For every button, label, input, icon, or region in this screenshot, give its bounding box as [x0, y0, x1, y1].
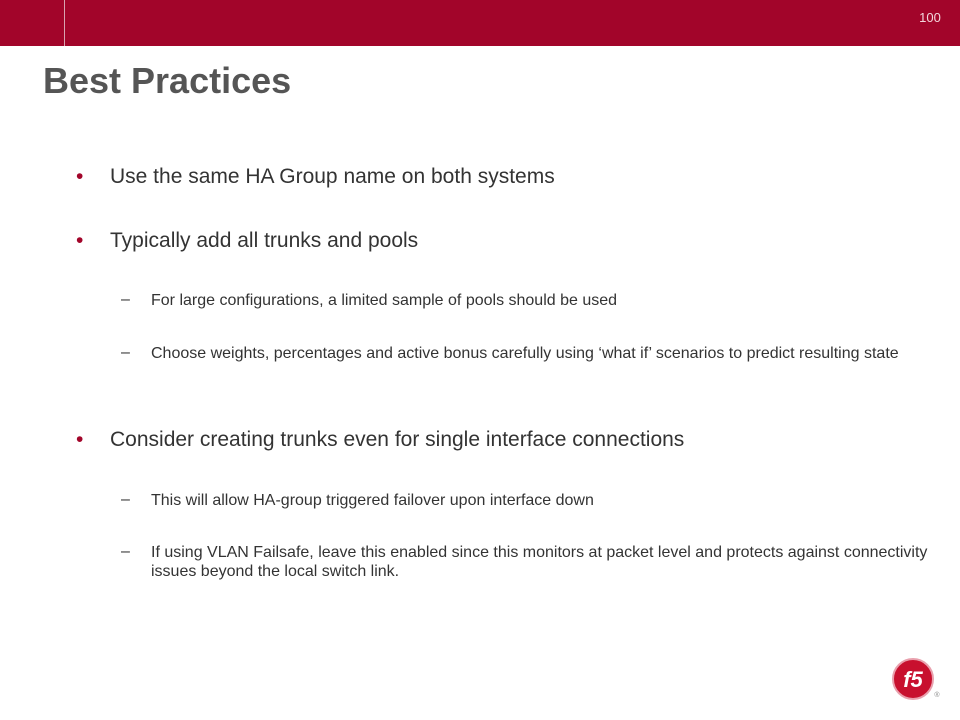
bullet-text: Consider creating trunks even for single interface connections — [110, 428, 685, 451]
page-number: 100 — [919, 10, 941, 25]
sub-bullet-text: If using VLAN Failsafe, leave this enabled since this monitors at packet level and protects against connectivity issues beyond the local switch link. — [151, 544, 928, 580]
bullet-text: Typically add all trunks and pools — [110, 229, 419, 252]
slide-title: Best Practices — [43, 60, 292, 101]
bullet-marker: • — [76, 229, 84, 252]
dash-marker: – — [121, 344, 130, 361]
sub-bullet-text: This will allow HA-group triggered failover upon interface down — [151, 492, 594, 509]
sub-bullet-text: Choose weights, percentages and active bonus carefully using ‘what if’ scenarios to predict resulting state — [151, 345, 899, 362]
dash-marker: – — [121, 543, 130, 560]
bullet-marker: • — [76, 165, 84, 188]
dash-marker: – — [121, 491, 130, 508]
f5-logo-icon — [891, 657, 941, 701]
bullet-text: Use the same HA Group name on both systems — [110, 165, 555, 188]
registered-mark: ® — [934, 692, 940, 699]
bullet-marker: • — [76, 428, 84, 451]
sub-bullet-text: For large configurations, a limited sample of pools should be used — [151, 292, 618, 309]
dash-marker: – — [121, 291, 130, 308]
logo-text: f5 — [903, 667, 923, 692]
